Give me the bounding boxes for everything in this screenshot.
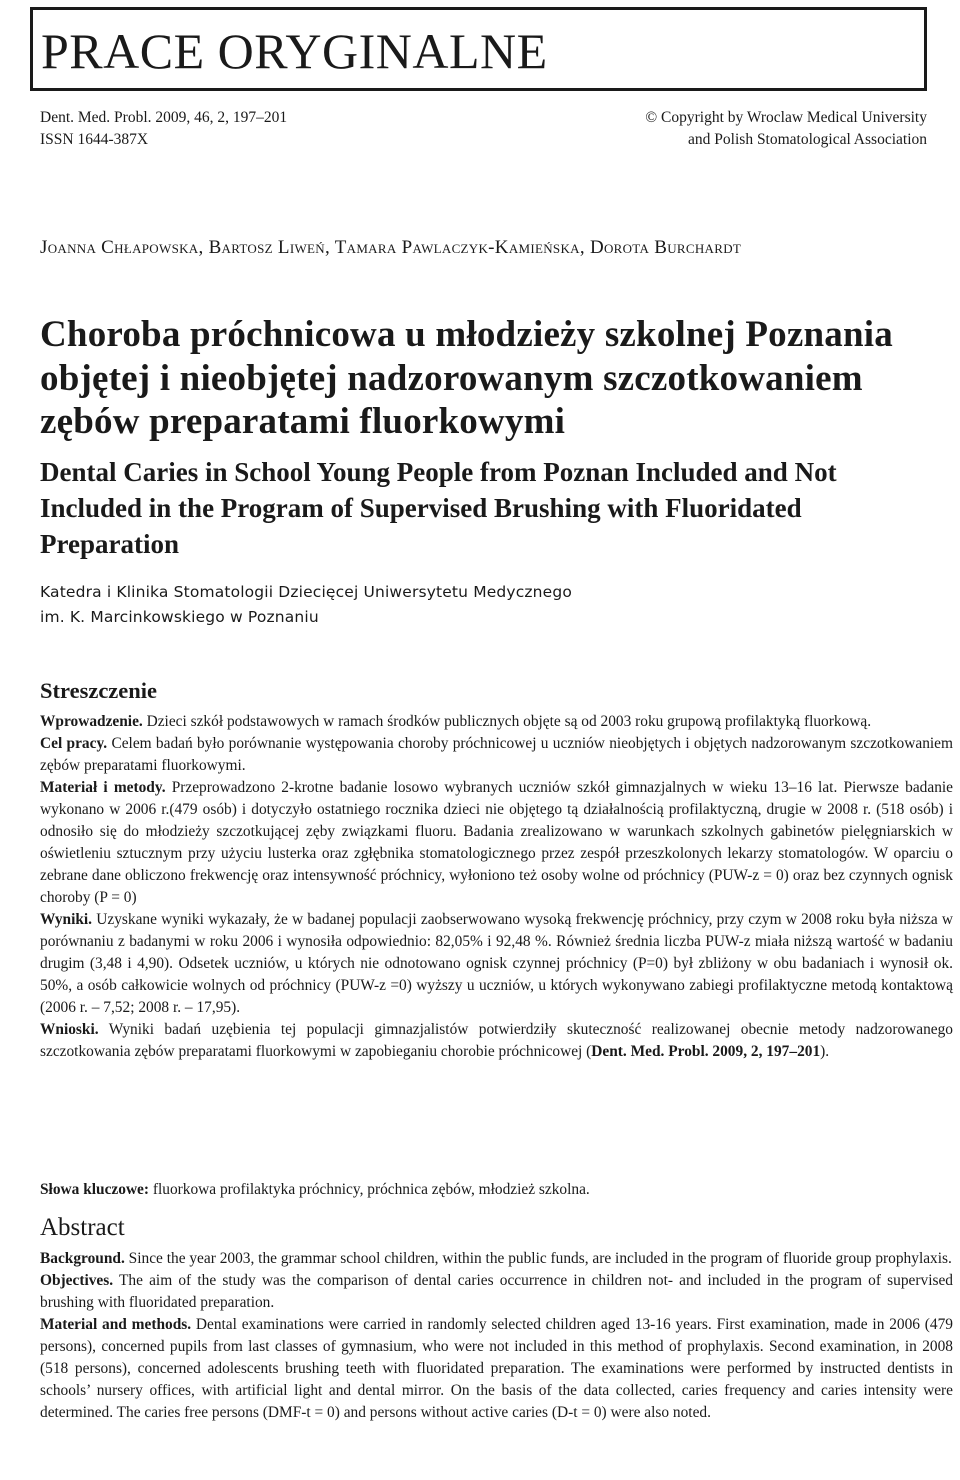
paragraph-methods <box>40 1314 953 1424</box>
abstract-body <box>40 1248 953 1478</box>
section-banner-text: PRACE ORYGINALNE <box>41 23 548 79</box>
label-objectives: Objectives. <box>40 1272 114 1289</box>
text-wnioski: Wyniki badań uzębienia tej populacji gimnazjalistów potwierdziły skuteczność realizowanej obecnie metody nadzorowanego szczotkowania zębów preparatami fluorkowymi w zapobieganiu chorobie próchnicowej ( <box>40 1021 953 1060</box>
label-wprowadzenie: Wprowadzenie. <box>40 713 143 730</box>
title-english: Dental Caries in School Young People from Poznan Included and Not Included in the Program of Supervised Brushing with Fluoridated Preparation <box>40 457 837 559</box>
text-cel: Celem badań było porównanie występowania choroby próchnicowej u uczniów nieobjętych i objętych nadzorowanym szczotkowaniem zębów preparatami fluorkowymi. <box>40 735 953 774</box>
text-wnioski-end: ). <box>820 1043 830 1060</box>
text-objectives: The aim of the study was the comparison of dental caries occurrence in children not- and included in the program of supervised brushing with fluoridated preparation. <box>40 1272 953 1311</box>
affiliation-line-2: im. K. Marcinkowskiego w Poznaniu <box>40 608 319 626</box>
text-background: Since the year 2003, the grammar school children, within the public funds, are included in the program of fluoride group prophylaxis. <box>124 1250 952 1267</box>
keywords <box>40 1179 953 1201</box>
copyright-line-1: © Copyright by Wroclaw Medical University <box>645 109 927 126</box>
section-banner <box>30 7 927 91</box>
keywords-label: Słowa kluczowe: <box>40 1181 150 1198</box>
affiliation-line-1: Katedra i Klinika Stomatologii Dziecięcej Uniwersytetu Medycznego <box>40 583 572 601</box>
journal-citation <box>40 107 287 151</box>
text-metody: Przeprowadzono 2-krotne badanie losowo wybranych uczniów szkół gimnazjalnych w wieku 13–16 lat. Pierwsze badanie wykonano w 2006 r.(479 osób) i dotyczyło ostatniego rocznika dzieci nie objętego tą działalnością profilaktyczną, drugie w 2008 r. (518 osób) i odnosiło się do młodzieży szczotkującej zęby związkami fluoru. Badania zrealizowano w warunkach szkolnych gabinetów pielęgniarskich w oświetleniu sztucznym przy użyciu lusterka oraz zgłębnika stomatologicznego przez zespół przeszkolonych lekarzy stomatologów. W oparciu o zebrane dane obliczono frekwencję oraz intensywność próchnicy, wyłoniono też osoby wolne od próchnicy (PUW-z = 0) oraz bez czynnych ognisk choroby (P = 0) <box>40 779 954 906</box>
paragraph-wprowadzenie <box>40 711 953 733</box>
paragraph-background <box>40 1248 953 1270</box>
affiliation <box>40 580 740 630</box>
label-methods: Material and methods. <box>40 1316 192 1333</box>
label-metody: Materiał i metody. <box>40 779 166 796</box>
label-cel: Cel pracy. <box>40 735 108 752</box>
label-background: Background. <box>40 1250 125 1267</box>
abstract-heading: Abstract <box>40 1214 125 1241</box>
streszczenie-heading: Streszczenie <box>40 678 158 703</box>
text-methods: Dental examinations were carried in randomly selected children aged 13-16 years. First examination, made in 2006 (479 persons), concerned pupils from last classes of gymnasium, who were not included in this method of prophylaxis. Second examination, in 2008 (518 persons), concerned adolescents brushing teeth with fluoridated preparation. The examinations were performed by instructed dentists in schools’ nursery offices, with artificial light and dental mirror. On the basis of the data collected, caries frequency and caries intensity were determined. The caries free persons (DMF-t = 0) and persons without active caries (D-t = 0) were also noted. <box>40 1316 953 1421</box>
label-wyniki: Wyniki. <box>40 911 93 928</box>
copyright-line-2: and Polish Stomatological Association <box>688 131 927 148</box>
text-wprowadzenie: Dzieci szkół podstawowych w ramach środków publicznych objęte są od 2003 roku grupową profilaktyką fluorkową. <box>142 713 872 730</box>
paragraph-objectives <box>40 1270 953 1314</box>
copyright-notice <box>645 107 927 151</box>
streszczenie-body <box>40 711 953 1063</box>
paragraph-metody <box>40 777 953 909</box>
paragraph-wnioski <box>40 1019 953 1063</box>
keywords-text: fluorkowa profilaktyka próchnicy, próchnica zębów, młodzież szkolna. <box>149 1181 590 1198</box>
paragraph-cel <box>40 733 953 777</box>
journal-line: Dent. Med. Probl. 2009, 46, 2, 197–201 <box>40 109 288 126</box>
text-wyniki: Uzyskane wyniki wykazały, że w badanej populacji zaobserwowano wysoką frekwencję próchnicy, przy czym w 2008 roku była niższa w porównaniu z badanymi w roku 2006 i wynosiła odpowiednio: 82,05% i 92,48 %. Również średnia liczba PUW-z miała niższą wartość w badaniu drugim (3,48 i 4,90). Odsetek uczniów, u których nie odnotowano ognisk czynnej próchnicy (P=0) był zbliżony w obu badaniach i wynosił ok. 50%, a osób całkowicie wolnych od próchnicy (PUW-z =0) wyższy u uczniów, u których wykonywano zabiegi profilaktyczne metodą kontaktową (2006 r. – 7,52; 2008 r. – 17,95). <box>40 911 953 1016</box>
issn: ISSN 1644-387X <box>40 131 149 148</box>
paragraph-wyniki <box>40 909 953 1019</box>
citation-wnioski: Dent. Med. Probl. 2009, 2, 197–201 <box>591 1043 821 1060</box>
author-list: Joanna Chłapowska, Bartosz Liweń, Tamara Pawlaczyk-Kamieńska, Dorota Burchardt <box>40 237 742 258</box>
label-wnioski: Wnioski. <box>40 1021 99 1038</box>
title-polish: Choroba próchnicowa u młodzieży szkolnej Poznania objętej i nieobjętej nadzorowanym szczotkowaniem zębów preparatami fluorkowymi <box>40 314 893 442</box>
